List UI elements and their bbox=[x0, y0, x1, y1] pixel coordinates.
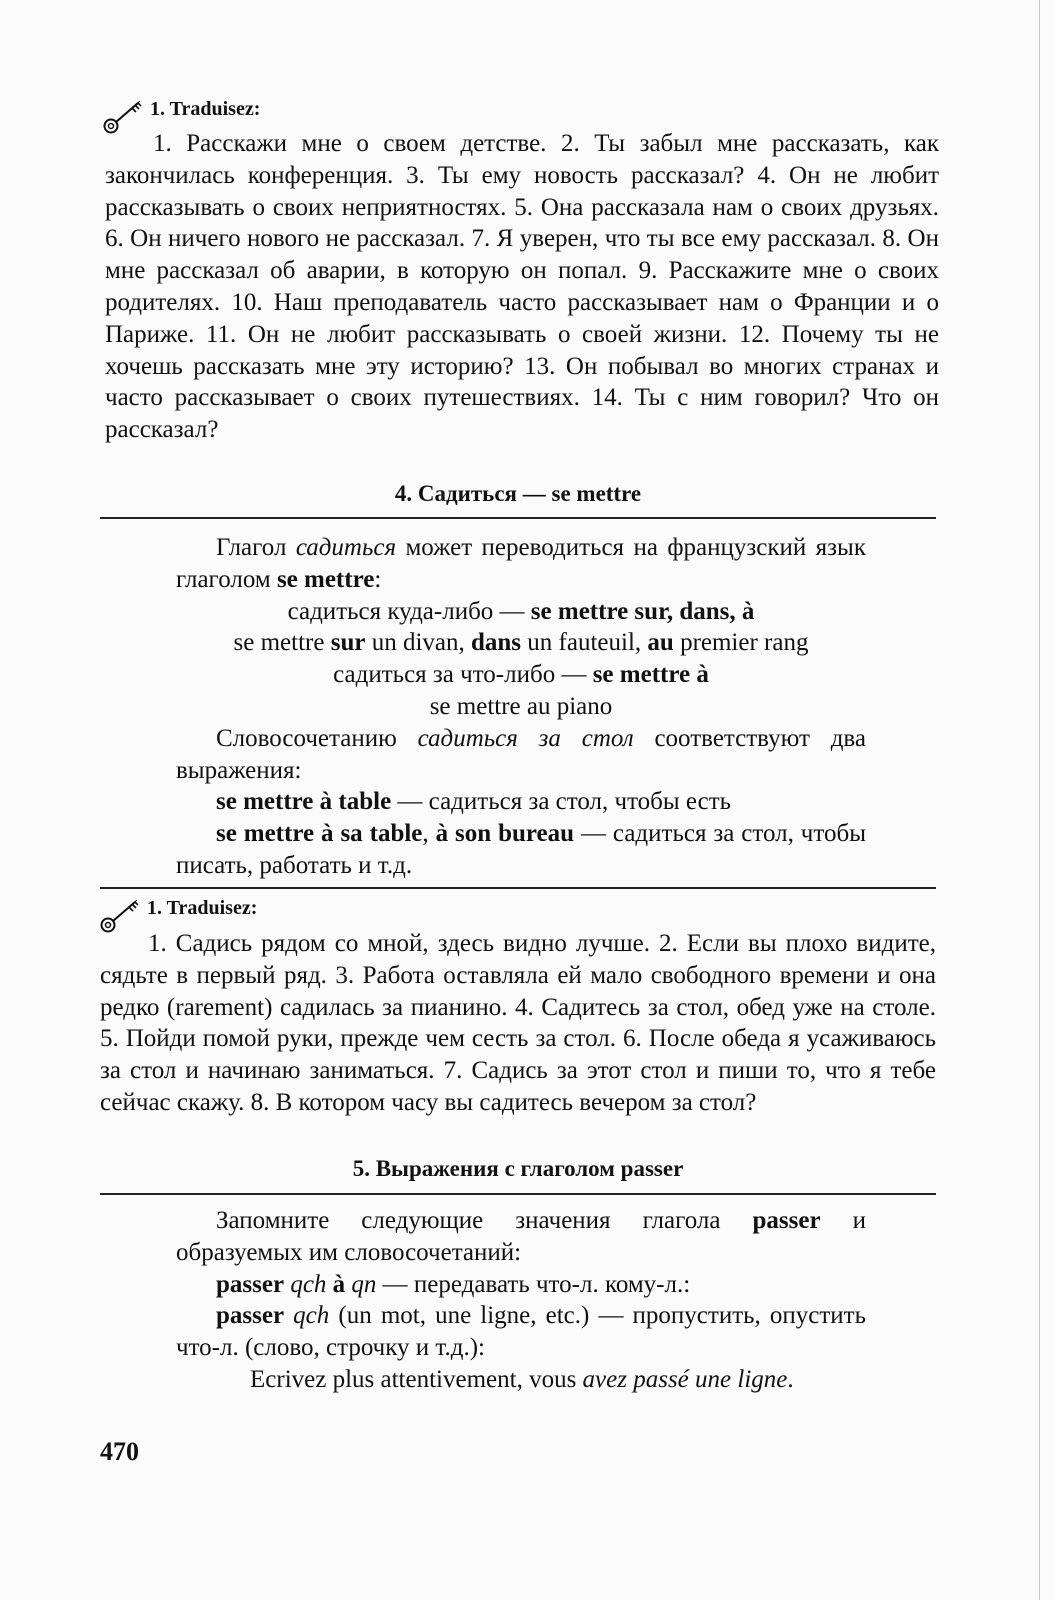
page-number: 470 bbox=[100, 1437, 139, 1466]
section-rule-bottom bbox=[100, 887, 936, 889]
exercise-1-body bbox=[105, 128, 939, 446]
exercise-heading-text: 1. Traduisez: bbox=[147, 897, 258, 919]
example-sentence: Ecrivez plus attentivement, vous avez passé une ligne. bbox=[250, 1365, 794, 1393]
section-4-rule-box bbox=[176, 532, 866, 882]
exercise-2-text: 1. Садись рядом со мной, здесь видно лучше. 2. Если вы плохо видите, сядьте в первый ряд. 3. Работа оставляла ей мало свободного времени и она редко (rarement) садилась за пианино. 4. Садитесь за стол, обед уже на столе. 5. Пойди помой руки, прежде чем сесть за стол. 6. После обеда я усаживаюсь за стол и начинаю заниматься. 7. Садись за этот стол и пиши то, что я тебе сейчас скажу. 8. В котором часу вы садитесь вечером за стол? bbox=[100, 930, 936, 1116]
exercise-2-body bbox=[100, 928, 936, 1119]
example-line-4: se mettre au piano bbox=[429, 692, 613, 720]
section-4-intro: Глагол садиться может переводиться на французский язык глаголом se mettre: bbox=[176, 534, 866, 593]
section-rule-top bbox=[100, 1193, 936, 1195]
section-title: 5. Выражения с глаголом passer bbox=[352, 1156, 684, 1181]
section-5-rule-box bbox=[176, 1205, 866, 1396]
example-line-1: садиться куда-либо — se mettre sur, dans, à bbox=[287, 597, 755, 625]
meaning-2: passer qch (un mot, une ligne, etc.) — пропустить, опустить что-л. (слово, строчку и т.д.): bbox=[176, 1302, 866, 1362]
exercise-1-text: 1. Расскажи мне о своем детстве. 2. Ты забыл мне рассказать, как закончилась конференция. 3. Ты ему новость рассказал? 4. Он не любит рассказывать о своих неприятностях. 5. Она рассказала нам о своих друзьях. 6. Он ничего нового не рассказал. 7. Я уверен, что ты все ему рассказал. 8. Он мне рассказал об аварии, в которую он попал. 9. Расскажите мне о своих родителях. 10. Наш преподаватель часто рассказывает нам о Франции и о Париже. 11. Он не любит рассказывать о своей жизни. 12. Почему ты не хочешь рассказать мне эту историю? 13. Он побывал во многих странах и часто рассказывает о своих путешествиях. 14. Ты с ним говорил? Что он рассказал? bbox=[105, 130, 939, 444]
example-line-2: se mettre sur un divan, dans un fauteuil, au premier rang bbox=[233, 629, 809, 657]
meaning-1: passer qch à qn — передавать что-л. кому-л.: bbox=[216, 1270, 691, 1298]
section-5-intro: Запомните следующие значения глагола passer и образуемых им словосочетаний: bbox=[176, 1207, 866, 1266]
expression-1: se mettre à table — садиться за стол, чтобы есть bbox=[216, 788, 732, 816]
section-title: 4. Садиться — se mettre bbox=[394, 481, 642, 506]
exercise-heading-text: 1. Traduisez: bbox=[150, 98, 261, 120]
expression-2: se mettre à sa table, à son bureau — садиться за стол, чтобы писать, работать и т.д. bbox=[176, 820, 866, 879]
section-rule-top bbox=[100, 517, 936, 519]
section-4-paragraph-2: Словосочетанию садиться за стол соответствуют два выражения: bbox=[176, 724, 866, 784]
example-line-3: садиться за что-либо — se mettre à bbox=[333, 661, 709, 689]
page-edge-line bbox=[1039, 0, 1040, 1600]
